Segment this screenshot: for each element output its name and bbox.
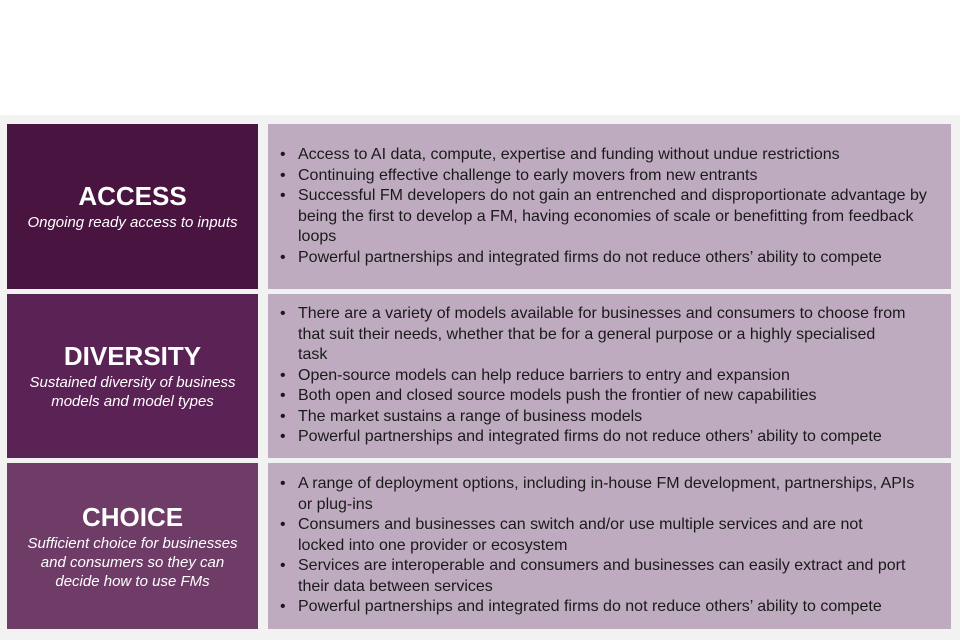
row-choice: [7, 463, 951, 629]
bullet-item: • Open-source models can help reduce barriers to entry and expansion: [280, 366, 908, 387]
bullet-item: • A range of deployment options, including in-house FM development, partnerships, APIs or plug-ins: [280, 474, 923, 515]
access-label-box: [7, 124, 258, 289]
bullet-item: • Both open and closed source models push the frontier of new capabilities: [280, 386, 908, 407]
row-access: [7, 124, 951, 289]
access-bullets-box: [268, 124, 951, 289]
row-diversity: [7, 294, 951, 458]
access-subtitle: Ongoing ready access to inputs: [27, 214, 238, 231]
bullet-item: • Powerful partnerships and integrated firms do not reduce others’ ability to compete: [280, 597, 923, 618]
bullet-item: • Powerful partnerships and integrated firms do not reduce others’ ability to compete: [280, 248, 928, 269]
diversity-bullet-list: [280, 304, 908, 448]
bullet-item: • There are a variety of models available for businesses and consumers to choose from that suit their needs, whether that be for a general purpose or a highly specialised task: [280, 304, 908, 366]
bullet-item: • Continuing effective challenge to early movers from new entrants: [280, 166, 928, 187]
bullet-item: • The market sustains a range of business models: [280, 407, 908, 428]
bullet-item: • Consumers and businesses can switch and/or use multiple services and are not locked into one provider or ecosystem: [280, 515, 913, 556]
choice-title: CHOICE: [81, 501, 184, 532]
diversity-title: DIVERSITY: [63, 341, 202, 371]
access-bullet-list: [280, 145, 928, 268]
bullet-item: • Successful FM developers do not gain an entrenched and disproportionate advantage by being the first to develop a FM, having economies of scale or benefitting from feedback loops: [280, 186, 928, 248]
diversity-subtitle: Sustained diversity of business models and model types: [29, 374, 236, 410]
access-title: ACCESS: [78, 181, 187, 211]
choice-subtitle: Sufficient choice for businesses and consumers so they can decide how to use FMs: [27, 534, 238, 590]
bullet-item: • Services are interoperable and consumers and businesses can easily extract and port their data between services: [280, 556, 923, 597]
bullet-item: • Access to AI data, compute, expertise and funding without undue restrictions: [280, 145, 928, 166]
principles-panel: [0, 115, 960, 640]
diversity-bullets-box: [268, 294, 951, 458]
bullet-item: • Powerful partnerships and integrated firms do not reduce others’ ability to compete: [280, 427, 908, 448]
diversity-label-box: [7, 294, 258, 458]
choice-bullet-list: [280, 474, 923, 618]
choice-bullets-box: [268, 463, 951, 629]
choice-label-box: [7, 463, 258, 629]
